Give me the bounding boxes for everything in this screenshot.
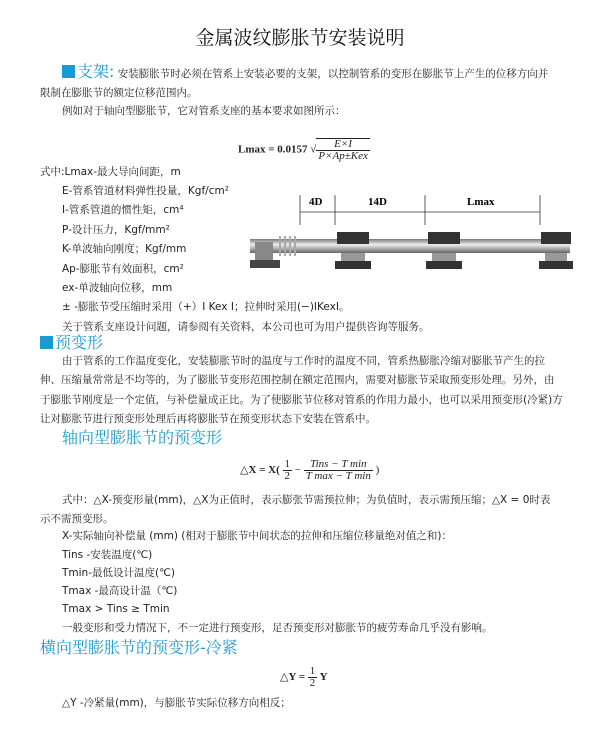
section-heading-support: 支架:: [77, 62, 115, 81]
formula-numerator: E×I: [334, 138, 352, 150]
formula-lhs: △X = X(: [240, 464, 280, 477]
subsection-heading-axial: 轴向型膨胀节的预变形: [62, 428, 223, 447]
definition-line: Tmax -最高设计温（℃): [62, 585, 178, 597]
paragraph-line: 例如对于轴向型膨胀节，它对管系支座的基本要求如图所示：: [62, 105, 346, 117]
formula-denominator: 2: [284, 470, 291, 482]
formula-rhs: Y: [319, 671, 328, 684]
paragraph-line: 于膨胀节刚度是一个定值，与补偿量成正比。为了使膨胀节位移对管系的作用力最小，也可以采用预变形(冷紧)方: [40, 394, 563, 406]
paragraph-line: 限制在膨胀节的额定位移范围内。: [40, 87, 198, 99]
bullet-square-icon: [62, 65, 75, 78]
formula-paren: ): [375, 464, 380, 477]
paragraph-line: 伸、压缩量常常是不均等的，为了膨胀节变形范围控制在额定范围内，需要对膨胀节采取预变形处理。另外，由: [40, 374, 555, 386]
dimension-label: 14D: [368, 196, 387, 208]
definition-line: ± -膨胀节受压缩时采用（+）I Kex I；拉伸时采用(−)IKexI。: [62, 301, 350, 313]
definition-line: K-单波轴向刚度；Kgf/mm: [62, 243, 187, 255]
formula-numerator: Tins − T min: [310, 458, 367, 470]
definition-line: E-管系管道材料弹性投量，Kgf/cm²: [62, 185, 229, 197]
dimension-label: 4D: [309, 196, 323, 208]
dimension-label: Lmax: [467, 196, 495, 208]
formula-operator: −: [294, 464, 301, 477]
formula-lhs: △Y =: [280, 671, 306, 684]
pipe: [250, 239, 570, 253]
definition-line: 式中：△X-预变形量(mm)，△X为正值时，表示膨张节需预拉伸；为负值时，表示需预压缩；△X = 0时表: [62, 494, 551, 506]
definition-line: P-设计压力，Kgf/mm²: [62, 224, 170, 236]
formula-lhs: Lmax = 0.0157: [238, 143, 308, 156]
definition-line: 式中:Lmax-最大导向间距，m: [40, 166, 181, 178]
formula-numerator: 1: [284, 458, 291, 470]
paragraph-line: 由于管系的工作温度变化，安装膨胀节时的温度与工作时的温度不同，管系热膨胀冷缩对膨胀节产生的拉: [62, 355, 545, 367]
definition-line: △Y -冷紧量(mm)，与膨胀节实际位移方向相反；: [62, 697, 291, 709]
page-title: 金属波纹膨胀节安装说明: [195, 27, 405, 49]
definition-line: Ap-膨胀节有效面积，cm²: [62, 263, 184, 275]
predeform-heading-line: [40, 333, 103, 353]
formula-denominator: P×Ap±Kex: [318, 150, 368, 162]
definition-line: 示不需预变形。: [40, 513, 114, 525]
formula-delta-y: [280, 666, 328, 689]
paragraph-line: 让对膨胀节进行预变形处理后再将膨胀节在预变形状态下安装在管系中。: [40, 413, 376, 425]
definition-line: 关于管系支座设计问题，请参阅有关资料，本公司也可为用户提供咨询等服务。: [62, 321, 430, 333]
definition-line: X-实际轴向补偿量 (mm) (相对于膨胀节中间状态的拉伸和压缩位移量绝对值之和)：: [62, 530, 452, 542]
section-heading-predeform: 预变形: [55, 333, 104, 352]
formula-denominator: T max − T min: [305, 470, 371, 482]
fixed-support: [255, 242, 273, 260]
definition-line: I-管系管道的惯性矩，cm⁴: [62, 204, 184, 216]
subsection-heading-lateral: 横向型膨胀节的预变形-冷紧: [40, 638, 238, 657]
bullet-square-icon: [40, 336, 53, 349]
support-spacing-diagram: [245, 190, 575, 280]
definition-line: ex-单波轴向位移，mm: [62, 282, 173, 294]
formula-denominator: 2: [309, 677, 316, 689]
paragraph-line: 安装膨胀节时必须在管系上安装必要的支架，以控制管系的变形在膨胀节上产生的位移方向并: [117, 68, 549, 80]
definition-line: Tins -安装温度(℃): [62, 549, 153, 561]
formula-numerator: 1: [309, 665, 316, 677]
definition-line: Tmin-最低设计温度(℃): [62, 567, 175, 579]
support-heading-line: [62, 62, 548, 82]
definition-line: Tmax > Tins ≥ Tmin: [62, 603, 170, 615]
formula-lmax: Lmax = 0.0157 √ $\frac{E\times I}{\text{P×Ap±Kex}}$: [238, 138, 368, 162]
formula-delta-x: [240, 459, 379, 482]
definition-line: 一般变形和受力情况下，不一定进行预变形，足否预变形对膨胀节的疲劳寿命几乎没有影响。: [62, 622, 493, 634]
